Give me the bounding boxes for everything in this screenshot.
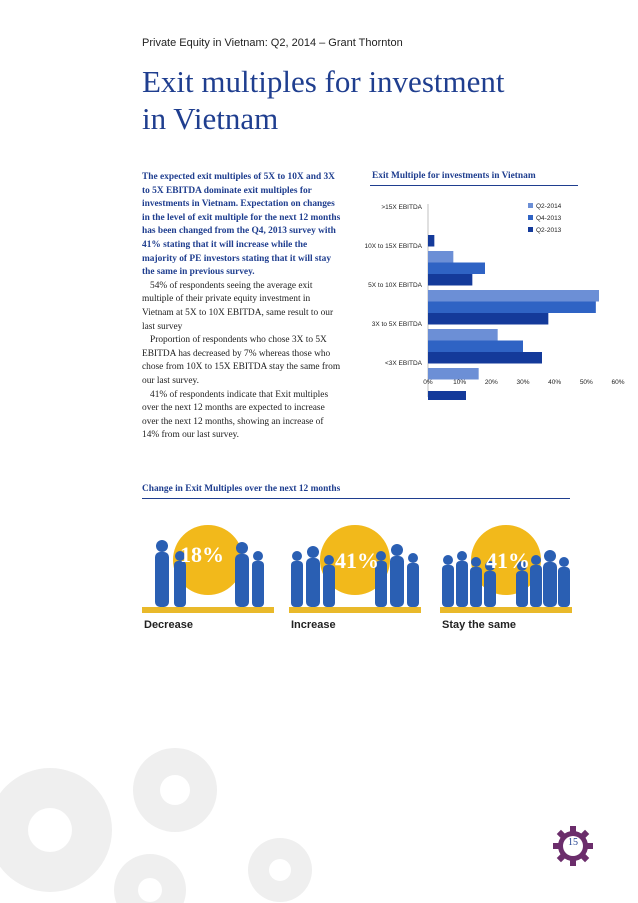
increase-label: Increase (291, 619, 336, 631)
chart-bar (428, 368, 479, 380)
body-paragraph-2: Proportion of respondents who chose 3X to 5X EBITDA has decreased by 7% whereas those who chose from 10X to 15X EBITDA stay the same from our last survey. (142, 335, 341, 386)
body-paragraph-1: 54% of respondents seeing the average exit multiple of their private equity investment in Vietnam at 5X to 10X EBITDA, same result to our last survey (142, 280, 334, 332)
stay-same-percent: 41% (486, 548, 530, 573)
outlook-panel-stay-same (440, 516, 572, 613)
outlook-panel-decrease (142, 516, 274, 613)
body-paragraph-3: 41% of respondents indicate that Exit multiples over the next 12 months are expected to increase over the next 12 months, showing an increase of 14% from our last survey. (142, 389, 329, 441)
outlook-panel-increase (289, 516, 421, 613)
chart-category-label: 5X to 10X EBITDA (368, 282, 422, 289)
chart-bar (428, 235, 434, 247)
decrease-label: Decrease (144, 619, 193, 631)
chart-bar (428, 313, 548, 325)
chart-title: Exit Multiple for investments in Vietnam (372, 171, 536, 181)
chart-x-tick-label: 50% (579, 379, 593, 386)
chart-category-label: 10X to 15X EBITDA (364, 243, 422, 250)
chart-legend-label: Q4-2013 (536, 215, 562, 222)
decrease-percent: 18% (180, 542, 224, 567)
chart-bar (428, 302, 596, 314)
chart-bar (428, 263, 485, 275)
chart-legend-swatch (528, 203, 533, 208)
chart-legend-swatch (528, 215, 533, 220)
page-title-line2: in Vietnam (142, 101, 279, 136)
ground-strip (440, 607, 572, 613)
section-rule (142, 498, 570, 499)
increase-percent: 41% (335, 548, 379, 573)
page-title-line1: Exit multiples for investment (142, 64, 505, 99)
chart-bar (428, 274, 472, 286)
chart-x-tick-label: 10% (453, 379, 467, 386)
chart-legend-label: Q2-2014 (536, 203, 562, 210)
chart-legend-label: Q2-2013 (536, 227, 562, 234)
chart-bar (428, 391, 466, 400)
stay-same-label: Stay the same (442, 619, 516, 631)
chart-x-tick-label: 60% (611, 379, 625, 386)
chart-legend-swatch (528, 227, 533, 232)
chart-bar (428, 329, 498, 341)
chart-x-tick-label: 40% (548, 379, 562, 386)
chart-bar (428, 251, 453, 263)
chart-x-tick-label: 0% (423, 379, 433, 386)
chart-bar (428, 290, 599, 302)
chart-category-label: <3X EBITDA (384, 360, 422, 367)
ground-strip (142, 607, 274, 613)
exit-multiple-chart (0, 0, 638, 400)
chart-bar (428, 341, 523, 353)
chart-x-tick-label: 30% (516, 379, 530, 386)
page-number: 15 (568, 837, 578, 848)
chart-x-tick-label: 20% (484, 379, 498, 386)
lead-paragraph: The expected exit multiples of 5X to 10X and 3X to 5X EBITDA dominate exit multiples for investments in Vietnam. Expectation on changes in the level of exit multiple for the next 12 months has been changed from the Q4, 2013 survey with 41% stating that it will increase while the majority of PE investors stating that it will stay the same in previous survey. (142, 172, 341, 278)
chart-category-label: 3X to 5X EBITDA (371, 321, 422, 328)
background-gears-icon (0, 720, 320, 903)
running-header: Private Equity in Vietnam: Q2, 2014 – Grant Thornton (142, 37, 403, 49)
chart-bar (428, 352, 542, 364)
ground-strip (289, 607, 421, 613)
chart-category-label: >15X EBITDA (381, 204, 422, 211)
section-title: Change in Exit Multiples over the next 12 months (142, 484, 341, 494)
